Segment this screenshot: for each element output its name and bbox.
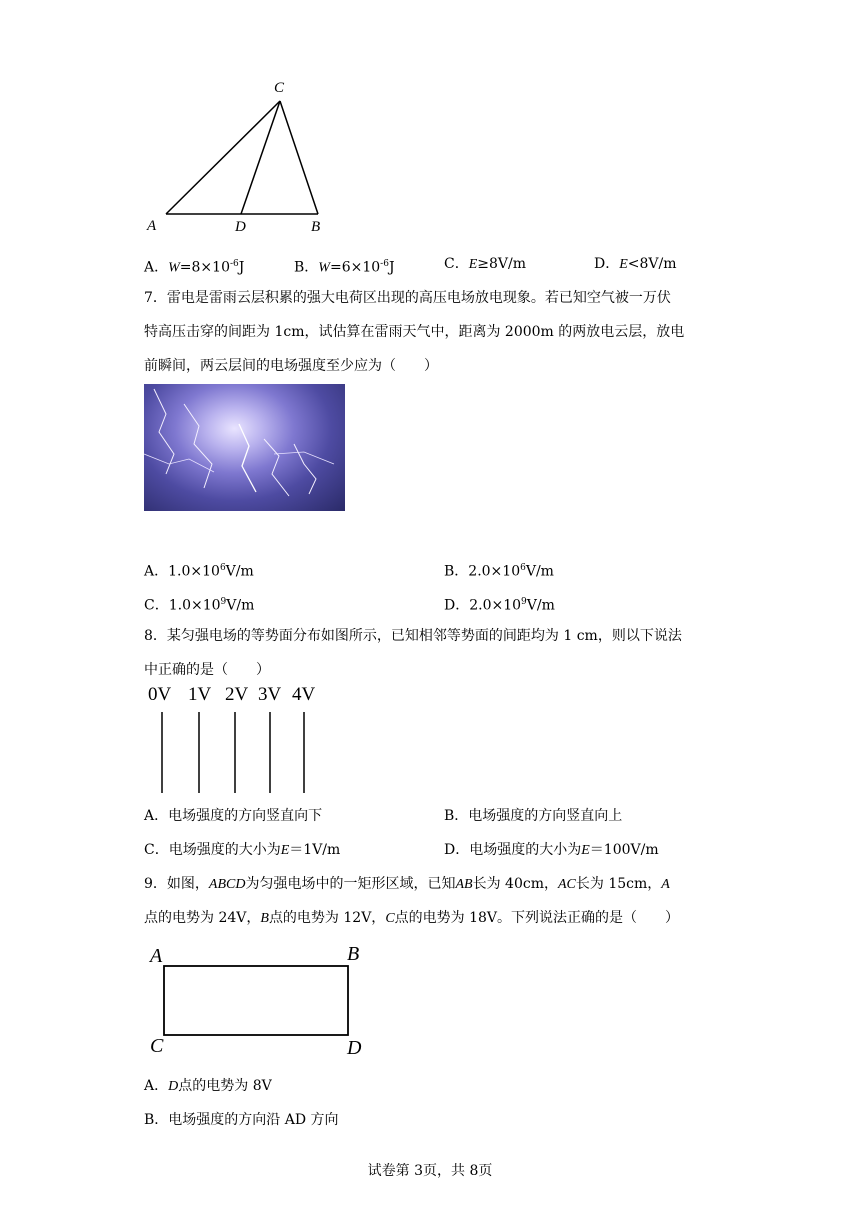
option-text: <8V/m (627, 256, 677, 272)
q8-stem-line-1: 8．某匀强电场的等势面分布如图所示，已知相邻等势面的间距均为 1 cm，则以下说法 (144, 628, 682, 644)
option-base: 2.0×10 (469, 597, 522, 614)
option-text: =8×10 (179, 259, 230, 276)
option-exponent: -6 (229, 259, 239, 269)
q8-option-a[interactable]: A．电场强度的方向竖直向下 (144, 808, 323, 824)
option-text: 点的电势为 8V (178, 1078, 272, 1094)
option-exponent: 6 (520, 563, 526, 573)
option-exponent: 9 (220, 597, 227, 607)
option-variable: E (280, 843, 290, 858)
option-exponent: -6 (380, 259, 389, 269)
vertex-label-c: C (274, 80, 285, 96)
q8-option-b[interactable]: B．电场强度的方向竖直向上 (444, 808, 623, 824)
option-letter: C． (444, 256, 469, 272)
rect-label-c: C (150, 1035, 164, 1057)
option-exponent: 6 (219, 563, 226, 573)
option-unit: V/m (226, 597, 255, 614)
option-variable: E (468, 257, 478, 272)
option-text: ≥8V/m (477, 256, 527, 272)
potential-label-4: 4V (292, 684, 316, 705)
option-unit: V/m (526, 597, 555, 614)
q9-stem-line-1: 9．如图，ABCD为匀强电场中的一矩形区域，已知AB长为 40cm，AC长为 15cm，A (144, 876, 670, 892)
vertex-label-a: A (147, 218, 157, 234)
option-letter: B． (294, 259, 319, 276)
q7-stem-line-1: 7．雷电是雷雨云层积累的强大电荷区出现的高压电场放电现象。若已知空气被一万伏 (144, 290, 671, 306)
option-value: ＝1V/m (289, 842, 341, 858)
option-letter: B． (444, 563, 469, 580)
potential-label-3: 3V (258, 684, 282, 705)
option-base: 2.0×10 (468, 563, 521, 580)
vertex-label-b: B (311, 219, 321, 235)
option-letter: C． (144, 597, 169, 614)
q7-stem-line-3: 前瞬间，两云层间的电场强度至少应为（ ） (144, 358, 438, 374)
potential-label-0: 0V (148, 684, 172, 705)
option-letter: D． (444, 597, 470, 614)
rect-label-b: B (347, 943, 360, 965)
potential-label-1: 1V (188, 684, 212, 705)
option-unit: V/m (525, 563, 554, 580)
q9-option-a[interactable] (144, 1076, 272, 1097)
option-base: 1.0×10 (168, 563, 220, 580)
option-letter: A． (144, 1078, 169, 1094)
option-letter: A． (144, 563, 169, 580)
option-exponent: 9 (521, 597, 527, 607)
vertex-label-d: D (235, 219, 246, 235)
q9-option-b[interactable]: B．电场强度的方向沿 AD 方向 (144, 1112, 339, 1128)
option-letter: A． (144, 259, 169, 276)
option-text: =6×10 (329, 259, 381, 276)
q7-stem-line-2: 特高压击穿的间距为 1cm，试估算在雷雨天气中，距离为 2000m 的两放电云层，放电 (144, 324, 685, 340)
option-letter: D． (594, 256, 620, 272)
option-unit: J (238, 259, 245, 276)
option-unit: V/m (225, 563, 254, 580)
rect-label-a: A (150, 945, 163, 967)
potential-label-2: 2V (225, 684, 249, 705)
option-variable: E (581, 843, 590, 858)
q8-stem-line-2: 中正确的是（ ） (144, 662, 270, 678)
rect-label-d: D (347, 1037, 362, 1059)
option-unit: J (388, 259, 395, 276)
option-variable: W (168, 260, 180, 276)
q9-stem-line-2: 点的电势为 24V，B点的电势为 12V，C点的电势为 18V。下列说法正确的是（ ） (144, 910, 680, 926)
option-variable: D (168, 1079, 179, 1094)
option-variable: E (619, 257, 628, 272)
option-value: ＝100V/m (589, 842, 659, 858)
page-footer: 试卷第 3页，共 8页 (367, 1163, 493, 1179)
option-prefix: C．电场强度的大小为 (144, 842, 281, 858)
option-variable: W (318, 260, 330, 276)
option-prefix: D．电场强度的大小为 (444, 842, 582, 858)
option-base: 1.0×10 (168, 597, 221, 614)
